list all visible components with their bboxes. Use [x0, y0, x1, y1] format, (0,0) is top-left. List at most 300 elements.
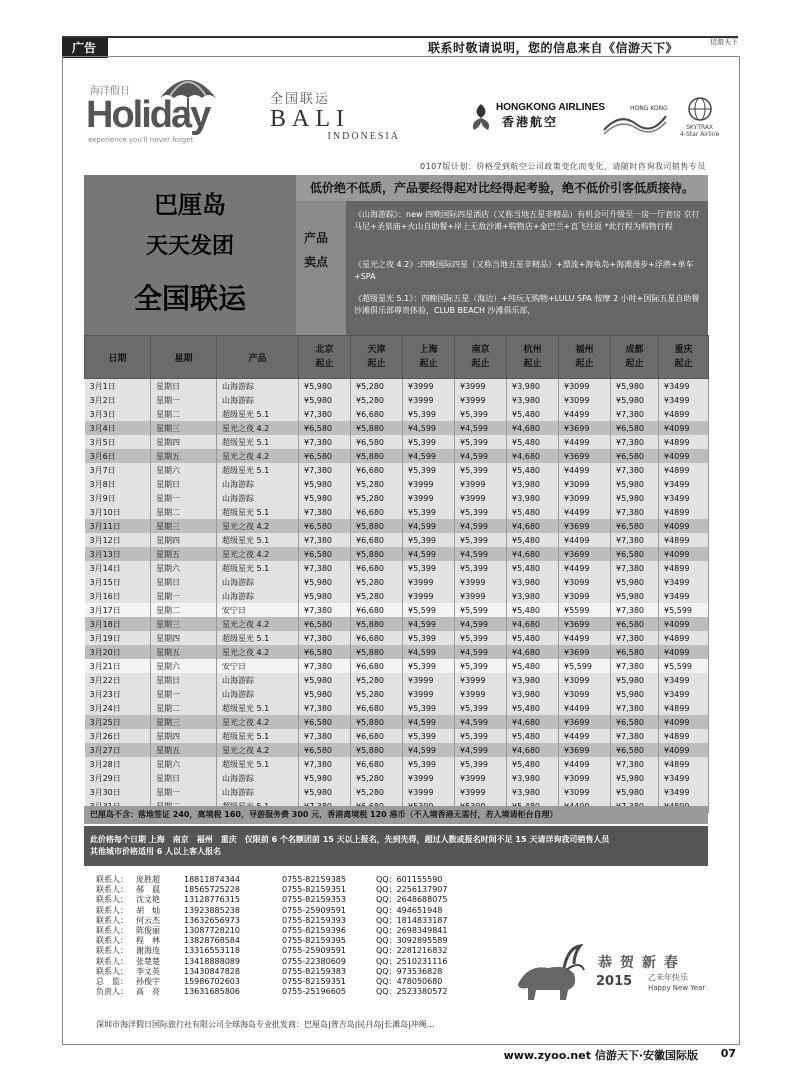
skytrax-sub: 4-Star Airline [680, 131, 720, 138]
table-cell: ¥5,480 [507, 603, 559, 617]
table-cell: ¥5,980 [611, 575, 659, 589]
table-cell: 超级星光 5.1 [217, 757, 299, 771]
table-cell: ¥3999 [403, 785, 455, 799]
table-cell: ¥3999 [455, 673, 507, 687]
table-cell: 星期日 [151, 673, 217, 687]
table-cell: ¥4499 [559, 757, 611, 771]
table-cell: 安宁日 [217, 659, 299, 673]
table-cell: 星期一 [151, 785, 217, 799]
product-3: 《超级星光 5.1》：四晚国际五星（海边）+纯玩无购物+LULU SPA 按摩 2 小时+国际五星自助餐 沙滩俱乐部尊贵体验，CLUB BEACH 沙滩俱乐部， [354, 294, 700, 315]
col-product: 产品 [217, 336, 299, 379]
table-cell: 山海游踪 [217, 491, 299, 505]
table-cell: ¥6,580 [299, 519, 351, 533]
table-cell: 3月20日 [85, 645, 151, 659]
table-cell: ¥5,980 [611, 477, 659, 491]
contact-phone: 0755-82159351 [282, 976, 346, 986]
contact-name: 郝 晨 [136, 885, 160, 895]
table-cell: ¥6,680 [351, 407, 403, 421]
holiday-wordmark: Holiday [86, 94, 210, 136]
table-cell: ¥5,980 [299, 477, 351, 491]
contact-phone: 0755-82159395 [282, 936, 346, 946]
banner-slogan: 低价绝不低质，产品要经得起对比经得起考验，绝不低价引客低质接待。 [296, 175, 708, 201]
table-cell: 3月8日 [85, 477, 151, 491]
table-cell: ¥3999 [403, 491, 455, 505]
table-cell: 星期日 [151, 379, 217, 394]
table-cell: 星期四 [151, 533, 217, 547]
footer-website: www.zyoo.net 信游天下·安徽国际版 [503, 1049, 698, 1062]
product-1: 《山海游踪》：new 四晚国际四星酒店（又称当地五星非精品）有机会可升级至一房一厅套房 京打马尼+圣泉庙+火山自助餐+岸上无敌沙滩+购物店+金巴兰+直飞往返 *此行程为购物行程 [354, 210, 700, 231]
table-cell: 超级星光 5.1 [217, 561, 299, 575]
table-cell: ¥5,399 [403, 631, 455, 645]
col-nanjing: 南京 起止 [455, 336, 507, 379]
contact-phone: 0755-82159396 [282, 925, 346, 935]
col-fuzhou: 福州 起止 [559, 336, 611, 379]
table-cell: 星期六 [151, 561, 217, 575]
table-cell: ¥6,580 [299, 645, 351, 659]
table-cell: ¥3099 [559, 491, 611, 505]
table-cell: ¥3999 [403, 687, 455, 701]
contact-phone: 0755-82159383 [282, 966, 346, 976]
table-cell: 星期五 [151, 743, 217, 757]
table-cell: ¥3099 [559, 673, 611, 687]
table-cell: 3月5日 [85, 435, 151, 449]
contact-role: 联系人： [96, 915, 128, 925]
table-cell: ¥5,980 [611, 785, 659, 799]
table-cell: 星期一 [151, 589, 217, 603]
table-cell: 星期日 [151, 771, 217, 785]
table-cell: ¥7,380 [611, 757, 659, 771]
table-cell: ¥5,480 [507, 631, 559, 645]
table-cell: 星期五 [151, 449, 217, 463]
table-cell: ¥4,599 [455, 617, 507, 631]
contact-phone: 0755-82159393 [282, 915, 346, 925]
table-cell: ¥6,580 [611, 617, 659, 631]
table-row [85, 701, 709, 715]
table-cell: 山海游踪 [217, 589, 299, 603]
table-cell: ¥3099 [559, 771, 611, 785]
table-cell: 3月23日 [85, 687, 151, 701]
contact-name: 谢海连 [136, 946, 160, 956]
table-cell: ¥4499 [559, 435, 611, 449]
table-cell: ¥3,980 [507, 589, 559, 603]
table-cell: ¥4,680 [507, 519, 559, 533]
table-cell: ¥5,399 [403, 701, 455, 715]
table-cell: ¥3,980 [507, 379, 559, 394]
char-4: 春 [664, 955, 686, 971]
contact-name: 胡 灿 [136, 905, 160, 915]
col-chengdu: 成都 起止 [611, 336, 659, 379]
table-cell: ¥5,480 [507, 407, 559, 421]
table-row [85, 561, 709, 575]
contact-phone: 0755-25909591 [282, 946, 346, 956]
contact-qq: QQ：1814833187 [376, 915, 448, 925]
table-cell: ¥5,980 [299, 589, 351, 603]
table-cell: ¥5,399 [455, 435, 507, 449]
table-row [85, 771, 709, 785]
table-row [85, 575, 709, 589]
table-cell: ¥5,280 [351, 785, 403, 799]
table-cell: ¥6,580 [611, 715, 659, 729]
table-cell: ¥7,380 [299, 631, 351, 645]
table-cell: ¥3099 [559, 477, 611, 491]
table-cell: ¥5,480 [507, 659, 559, 673]
table-row [85, 449, 709, 463]
table-cell: ¥5599 [559, 603, 611, 617]
table-cell: ¥5,980 [611, 687, 659, 701]
table-cell: ¥5,399 [455, 729, 507, 743]
table-cell: ¥5,980 [611, 379, 659, 394]
contact-phone: 0755-25196605 [282, 987, 346, 997]
bali-country: INDONESIA [327, 131, 400, 142]
table-cell: ¥3,980 [507, 575, 559, 589]
bali-cn: 全国联运 [270, 92, 331, 107]
col-weekday: 星期 [151, 336, 217, 379]
table-cell: ¥4099 [659, 421, 709, 435]
table-cell: ¥3,980 [507, 393, 559, 407]
table-cell: 3月19日 [85, 631, 151, 645]
table-row [85, 393, 709, 407]
table-cell: ¥5,399 [403, 729, 455, 743]
table-cell: 3月24日 [85, 701, 151, 715]
table-cell: 星光之夜 4.2 [217, 519, 299, 533]
table-cell: 星光之夜 4.2 [217, 645, 299, 659]
contact-row [96, 906, 516, 916]
contact-role: 联系人： [96, 946, 128, 956]
table-cell: 3月13日 [85, 547, 151, 561]
table-cell: ¥6,680 [351, 603, 403, 617]
product-2: 《星光之夜 4.2》:四晚国际四星（又称当地五星非精品）+漂流+海龟岛+海滩漫步+浮潜+单车+SPA [354, 260, 694, 281]
hk-wave-icon [600, 100, 670, 140]
contact-phone: 0755-82159353 [282, 895, 346, 905]
table-cell: ¥5,980 [611, 393, 659, 407]
table-cell: ¥3999 [403, 589, 455, 603]
contact-name: 沈文艳 [136, 895, 160, 905]
table-row [85, 729, 709, 743]
contact-name: 程 林 [136, 936, 160, 946]
contact-row [96, 936, 516, 946]
table-cell: ¥5,280 [351, 771, 403, 785]
table-cell: ¥7,380 [611, 659, 659, 673]
table-cell: ¥3499 [659, 477, 709, 491]
product-banner [84, 175, 708, 335]
table-cell: ¥6,580 [611, 645, 659, 659]
table-cell: ¥4,680 [507, 449, 559, 463]
table-cell: ¥5,280 [351, 575, 403, 589]
contact-name: 高 亮 [136, 987, 160, 997]
table-cell: 3月28日 [85, 757, 151, 771]
table-cell: ¥6,580 [611, 449, 659, 463]
table-cell: ¥7,380 [299, 603, 351, 617]
table-cell: ¥5,880 [351, 715, 403, 729]
contact-qq: QQ：2698349841 [376, 925, 448, 935]
quota-note [84, 826, 708, 866]
departure-table [84, 335, 709, 813]
contact-mobile: 13632656973 [184, 915, 240, 925]
table-cell: ¥3999 [455, 477, 507, 491]
col-date: 日期 [85, 336, 151, 379]
table-cell: ¥3099 [559, 785, 611, 799]
table-cell: ¥4099 [659, 645, 709, 659]
hk-logo-text: HONG KONG [630, 105, 668, 112]
table-row [85, 673, 709, 687]
table-row [85, 421, 709, 435]
contact-role: 联系人： [96, 905, 128, 915]
contact-role: 联系人： [96, 925, 128, 935]
table-cell: ¥4499 [559, 533, 611, 547]
table-cell: 星期六 [151, 757, 217, 771]
table-cell: 3月14日 [85, 561, 151, 575]
table-row [85, 631, 709, 645]
table-cell: ¥6,680 [351, 631, 403, 645]
hongkong-brand-logo [600, 100, 670, 144]
table-cell: ¥3699 [559, 617, 611, 631]
table-cell: ¥5,480 [507, 505, 559, 519]
table-cell: ¥5,399 [455, 631, 507, 645]
title-national: 全国联运 [133, 282, 246, 315]
table-cell: ¥4899 [659, 435, 709, 449]
table-cell: ¥3999 [403, 575, 455, 589]
table-cell: 星期六 [151, 659, 217, 673]
table-cell: ¥7,380 [611, 435, 659, 449]
contact-role: 负责人： [96, 987, 128, 997]
ad-tag: 广告 [62, 38, 108, 58]
table-cell: ¥4099 [659, 743, 709, 757]
table-cell: 星光之夜 4.2 [217, 715, 299, 729]
table-cell: 3月29日 [85, 771, 151, 785]
table-cell: 山海游踪 [217, 393, 299, 407]
table-cell: 3月30日 [85, 785, 151, 799]
table-cell: ¥4,680 [507, 715, 559, 729]
table-cell: 3月26日 [85, 729, 151, 743]
table-cell: 山海游踪 [217, 687, 299, 701]
table-cell: ¥7,380 [299, 561, 351, 575]
table-cell: ¥7,380 [611, 505, 659, 519]
table-cell: ¥7,380 [299, 463, 351, 477]
table-cell: ¥4,680 [507, 743, 559, 757]
table-row [85, 715, 709, 729]
table-cell: 星期二 [151, 505, 217, 519]
table-cell: ¥4,599 [403, 715, 455, 729]
table-cell: ¥7,380 [611, 533, 659, 547]
contact-phone: 0755-82159351 [282, 885, 346, 895]
contact-phone: 0755-25909591 [282, 905, 346, 915]
table-cell: ¥7,380 [299, 435, 351, 449]
table-cell: ¥6,580 [611, 421, 659, 435]
table-cell: ¥5,399 [455, 505, 507, 519]
contact-mobile: 13631685806 [184, 987, 240, 997]
table-cell: ¥5,980 [299, 393, 351, 407]
col-tianjin: 天津 起止 [351, 336, 403, 379]
table-cell: 星期四 [151, 435, 217, 449]
table-cell: ¥3099 [559, 589, 611, 603]
table-row [85, 407, 709, 421]
table-row [85, 547, 709, 561]
table-cell: ¥5,980 [611, 673, 659, 687]
table-row [85, 757, 709, 771]
table-cell: ¥3499 [659, 393, 709, 407]
table-cell: ¥4499 [559, 701, 611, 715]
source-note: 联系时敬请说明，您的信息来自《信游天下》 [427, 41, 678, 55]
table-cell: 超级星光 5.1 [217, 701, 299, 715]
table-cell: ¥4,680 [507, 421, 559, 435]
table-row [85, 617, 709, 631]
new-year-graphic [508, 930, 708, 1010]
table-cell: ¥4499 [559, 561, 611, 575]
table-cell: 3月27日 [85, 743, 151, 757]
table-row [85, 519, 709, 533]
table-cell: 星期日 [151, 575, 217, 589]
contact-row [96, 987, 516, 997]
table-cell: ¥3499 [659, 687, 709, 701]
contact-row [96, 885, 516, 895]
table-cell: 星期二 [151, 407, 217, 421]
table-cell: ¥5,980 [611, 491, 659, 505]
new-year-cn: 乙未年快乐 [648, 973, 688, 982]
table-cell: ¥4,599 [403, 645, 455, 659]
holiday-tagline: experience you'll never forget [88, 136, 194, 144]
table-cell: ¥4499 [559, 407, 611, 421]
contact-role: 联系人： [96, 885, 128, 895]
table-cell: ¥4099 [659, 617, 709, 631]
contact-row [96, 967, 516, 977]
table-cell: ¥5,980 [611, 771, 659, 785]
table-cell: 山海游踪 [217, 771, 299, 785]
price-notice: 0107版计划：价格受到航空公司政策变化而变化，请随时咨询我司销售专员 [420, 162, 706, 171]
table-cell: ¥5,599 [659, 659, 709, 673]
contact-mobile: 13828768584 [184, 936, 240, 946]
table-cell: 星期二 [151, 701, 217, 715]
table-cell: ¥4,680 [507, 547, 559, 561]
contact-role: 联系人： [96, 966, 128, 976]
table-cell: ¥4899 [659, 701, 709, 715]
contact-row [96, 957, 516, 967]
col-hangzhou: 杭州 起止 [507, 336, 559, 379]
contact-qq: QQ：601155590 [376, 875, 443, 884]
table-cell: ¥5,399 [403, 463, 455, 477]
table-cell: ¥7,380 [611, 603, 659, 617]
contact-name: 何云杰 [136, 915, 160, 925]
contact-qq: QQ：3092895589 [376, 936, 448, 946]
table-cell: ¥5,880 [351, 547, 403, 561]
bali-logo [270, 88, 400, 142]
hongkong-airlines-logo [468, 102, 608, 130]
table-cell: ¥5,599 [455, 603, 507, 617]
table-cell: ¥3499 [659, 491, 709, 505]
table-cell: ¥4,680 [507, 617, 559, 631]
table-cell: ¥3,980 [507, 673, 559, 687]
table-cell: 星期一 [151, 687, 217, 701]
table-cell: ¥3999 [455, 379, 507, 394]
table-cell: 星期二 [151, 603, 217, 617]
table-cell: 星光之夜 4.2 [217, 743, 299, 757]
table-cell: ¥5,480 [507, 701, 559, 715]
table-cell: ¥5,280 [351, 589, 403, 603]
contact-row [96, 977, 516, 987]
table-cell: ¥3499 [659, 673, 709, 687]
table-cell: ¥5,880 [351, 519, 403, 533]
table-cell: ¥5,980 [299, 771, 351, 785]
table-cell: ¥4,599 [455, 645, 507, 659]
contact-mobile: 13316553118 [184, 946, 240, 956]
table-cell: ¥6,680 [351, 729, 403, 743]
table-cell: 3月11日 [85, 519, 151, 533]
table-cell: ¥3999 [403, 771, 455, 785]
table-cell: 3月18日 [85, 617, 151, 631]
table-cell: ¥5,480 [507, 561, 559, 575]
contact-row [96, 916, 516, 926]
new-year-chars [598, 952, 686, 972]
table-cell: 3月25日 [85, 715, 151, 729]
table-cell: ¥3999 [455, 687, 507, 701]
table-row [85, 435, 709, 449]
product-label-1: 产品 [304, 231, 329, 245]
table-cell: 超级星光 5.1 [217, 435, 299, 449]
contact-role: 联系人： [96, 895, 128, 905]
title-bali: 巴厘岛 [154, 191, 226, 219]
table-cell: ¥3999 [403, 393, 455, 407]
table-cell: ¥3499 [659, 785, 709, 799]
logo-strip [80, 60, 720, 160]
table-cell: 超级星光 5.1 [217, 729, 299, 743]
new-year-en: Happy New Year [648, 984, 706, 992]
table-cell: ¥6,580 [611, 519, 659, 533]
table-cell: ¥3999 [455, 785, 507, 799]
table-cell: ¥3099 [559, 379, 611, 394]
table-cell: ¥3999 [455, 393, 507, 407]
table-cell: ¥3999 [455, 589, 507, 603]
table-cell: ¥4,599 [455, 715, 507, 729]
contact-mobile: 15986702603 [184, 976, 240, 986]
table-cell: ¥3699 [559, 547, 611, 561]
table-cell: 安宁日 [217, 603, 299, 617]
contact-role: 总 监： [96, 976, 128, 986]
table-cell: ¥7,380 [299, 533, 351, 547]
table-cell: ¥5,280 [351, 477, 403, 491]
table-cell: 星期日 [151, 477, 217, 491]
table-cell: ¥6,580 [299, 617, 351, 631]
table-cell: ¥4899 [659, 407, 709, 421]
table-cell: ¥4899 [659, 561, 709, 575]
table-cell: ¥5,399 [455, 407, 507, 421]
table-row [85, 505, 709, 519]
table-cell: ¥3999 [403, 477, 455, 491]
contact-name: 庞胜超 [136, 875, 160, 884]
table-cell: ¥5,399 [455, 701, 507, 715]
col-shanghai: 上海 起止 [403, 336, 455, 379]
contact-row [96, 946, 516, 956]
char-1: 恭 [598, 955, 620, 971]
table-cell: ¥3999 [403, 379, 455, 394]
table-cell: ¥3699 [559, 449, 611, 463]
contact-mobile: 18811874344 [184, 875, 240, 884]
quota-line-2: 其他城市价格适用 6 人以上客人报名 [90, 847, 222, 856]
table-cell: ¥4499 [559, 631, 611, 645]
table-cell: ¥3699 [559, 743, 611, 757]
table-cell: ¥7,380 [611, 407, 659, 421]
table-cell: ¥3999 [403, 673, 455, 687]
page-number: 07 [720, 1047, 736, 1060]
table-cell: ¥6,680 [351, 463, 403, 477]
table-cell: ¥5,880 [351, 645, 403, 659]
table-cell: ¥6,580 [299, 715, 351, 729]
table-header [85, 336, 709, 379]
table-cell: ¥6,680 [351, 659, 403, 673]
table-cell: ¥3099 [559, 575, 611, 589]
table-cell: 星光之夜 4.2 [217, 547, 299, 561]
col-beijing: 北京 起止 [299, 336, 351, 379]
table-cell: 星期三 [151, 617, 217, 631]
table-cell: ¥7,380 [299, 701, 351, 715]
